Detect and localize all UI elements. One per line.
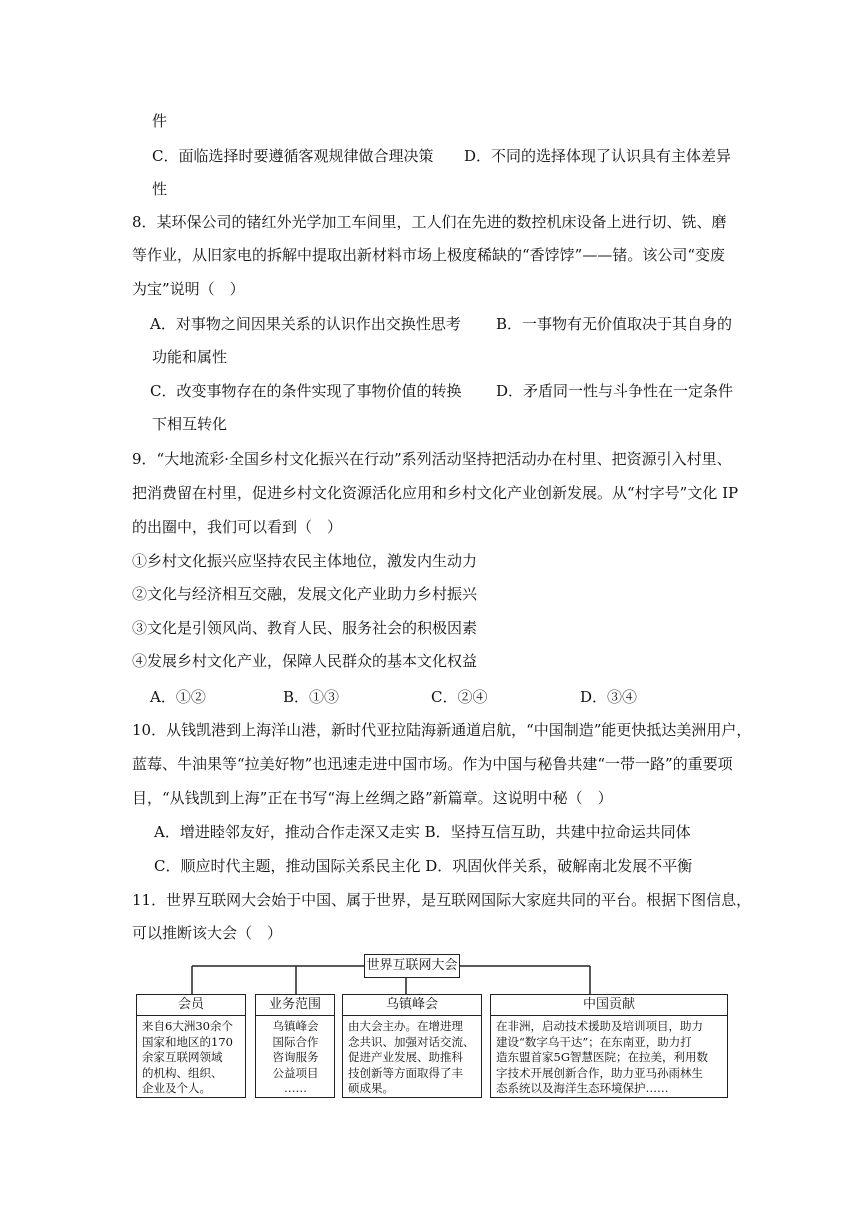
diagram-root: 世界互联网大会: [364, 954, 460, 978]
question-10-text: 目，“从钱凯到上海”正在书写“海上丝绸之路”新篇章。这说明中秘（ ）: [132, 789, 613, 807]
option-c: C．面临选择时要遵循客观规律做合理决策: [152, 147, 434, 165]
options-ab: A．增进睦邻友好，推动合作走深又走实 B．坚持互信互助，共建中拉命运共同体: [154, 823, 691, 841]
box-wuzhen-summit: [342, 994, 482, 1098]
options-cd: C．顺应时代主题，推动国际关系民主化 D．巩固伙伴关系，破解南北发展不平衡: [154, 857, 693, 875]
question-10-text: 10．从钱凯港到上海洋山港，新时代亚拉陆海新通道启航，“中国制造”能更快抵达美洲用户，: [132, 721, 752, 739]
option-d: D．③④: [580, 688, 638, 706]
question-10-text: 蓝莓、牛油果等“拉美好物”也迅速走进中国市场。作为中国与秘鲁共建“一带一路”的重要项: [132, 755, 733, 773]
question-9-text: 的出圈中，我们可以看到（ ）: [132, 518, 343, 536]
box-body: 来自6大洲30余个 国家和地区的170 余家互联网领域 的机构、组织、 企业及个人。: [142, 1019, 233, 1095]
box-body: 由大会主办。在增进理 念共识、加强对话交流、 促进产业发展、助推科 技创新等方面取得了丰 硕成果。: [348, 1019, 475, 1095]
box-title: 中国贡献: [491, 995, 727, 1016]
option-continuation: 件: [152, 112, 168, 130]
option-continuation: 性: [152, 180, 168, 198]
box-title: 会员: [137, 995, 245, 1016]
box-business-scope: [255, 994, 335, 1098]
option-b: B．①③: [283, 688, 340, 706]
option-a: A．①②: [150, 688, 206, 706]
statement-3: ③文化是引领风尚、教育人民、服务社会的积极因素: [132, 619, 478, 637]
option-continuation: 下相互转化: [152, 415, 228, 433]
question-11-text: 可以推断该大会（ ）: [132, 924, 283, 942]
statement-1: ①乡村文化振兴应坚持农民主体地位，激发内生动力: [132, 552, 478, 570]
option-continuation: 功能和属性: [152, 348, 228, 366]
question-9-text: 9．“大地流彩·全国乡村文化振兴在行动”系列活动坚持把活动办在村里、把资源引入村里、: [132, 450, 732, 468]
box-members: [136, 994, 246, 1098]
box-title: 乌镇峰会: [343, 995, 481, 1016]
box-body: 乌镇峰会 国际合作 咨询服务 公益项目 ……: [272, 1019, 319, 1095]
question-8-text: 8．某环保公司的锗红外光学加工车间里，工人们在先进的数控机床设备上进行切、铣、磨: [132, 213, 727, 231]
option-a: A．对事物之间因果关系的认识作出交换性思考: [150, 315, 461, 333]
option-c: C．改变事物存在的条件实现了事物价值的转换: [150, 382, 462, 400]
statement-2: ②文化与经济相互交融，发展文化产业助力乡村振兴: [132, 585, 478, 603]
conference-diagram: [136, 950, 728, 1100]
option-b: B．一事物有无价值取决于其自身的: [496, 315, 733, 333]
statement-4: ④发展乡村文化产业，保障人民群众的基本文化权益: [132, 652, 478, 670]
box-body: 在非洲，启动技术援助及培训项目，助力 建设“数字乌干达”；在东南亚，助力打 造东盟首家5G智慧医院；在拉美，利用数 字技术开展创新合作，助力亚马孙雨林生 态系统以及海洋生态环境保护……: [496, 1019, 709, 1095]
option-d: D．矛盾同一性与斗争性在一定条件: [496, 382, 734, 400]
question-8-text: 为宝”说明（ ）: [132, 280, 245, 298]
question-8-text: 等作业，从旧家电的拆解中提取出新材料市场上极度稀缺的“香饽饽”——锗。该公司“变废: [132, 246, 726, 264]
option-d: D．不同的选择体现了认识具有主体差异: [464, 147, 732, 165]
option-c: C．②④: [431, 688, 488, 706]
question-11-text: 11．世界互联网大会始于中国、属于世界，是互联网国际大家庭共同的平台。根据下图信息，: [132, 891, 752, 909]
box-china-contribution: [490, 994, 728, 1098]
question-9-text: 把消费留在村里，促进乡村文化资源活化应用和乡村文化产业创新发展。从“村字号”文化 IP: [132, 484, 739, 502]
box-title: 业务范围: [256, 995, 334, 1016]
